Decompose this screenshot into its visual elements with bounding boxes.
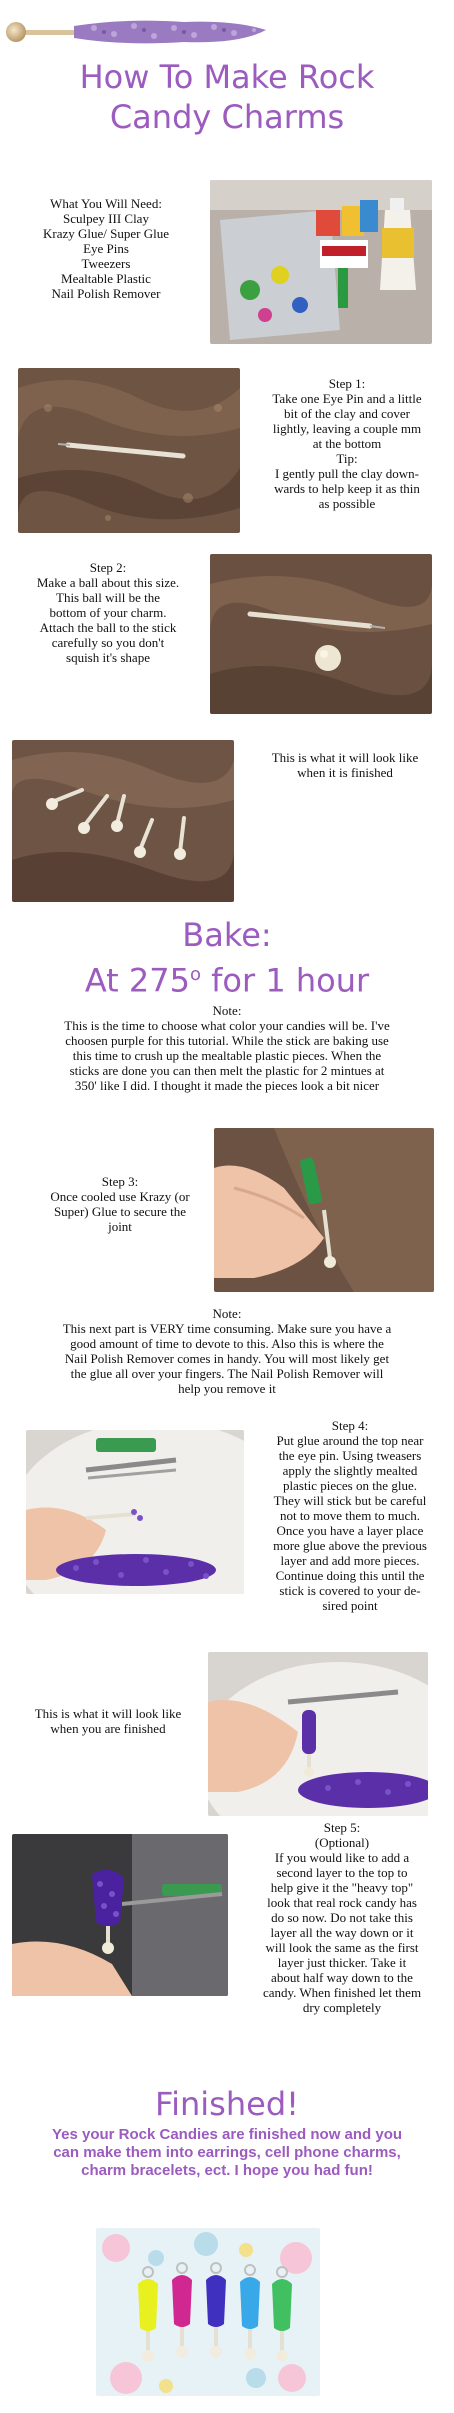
note2-line: This next part is VERY time consuming. Make sure you have a [62,1321,392,1336]
supply-item: Krazy Glue/ Super Glue [43,226,169,241]
supply-item: Sculpey III Clay [63,211,149,226]
step4-line: apply the slightly mealted [282,1463,418,1478]
degree-symbol: o [189,964,201,985]
step4-photo [26,1430,244,1594]
step2-line: This ball will be the [56,590,160,605]
step5-line: will look the same as the first [265,1940,419,1955]
step4-line: They will stick but be careful [273,1493,427,1508]
note1-title: Note: [212,1003,242,1018]
step5-line: If you would like to add a [274,1850,410,1865]
bake-instruction [0,955,454,1001]
note2-title: Note: [212,1306,242,1321]
step4-line: Once you have a layer place [276,1523,424,1538]
note1-line: choosen purple for this tutorial. While the stick are baking use [65,1033,389,1048]
step4-line: sired point [322,1598,378,1613]
note2-line: good amount of time to devote to this. Also this is where the [70,1336,384,1351]
step3-line: joint [108,1219,132,1234]
step2-line: carefully so you don't [51,635,165,650]
step2-line: squish it's shape [66,650,150,665]
supply-item: Tweezers [81,256,131,271]
supply-item: Mealtable Plastic [61,271,151,286]
step2-line: Make a ball about this size. [36,575,180,590]
step3-title: Step 3: [101,1174,139,1189]
step1-text [244,376,450,511]
step5-line: about half way down to the [271,1970,413,1985]
step1-tip-title: Tip: [336,451,358,466]
step5-subtitle: (Optional) [314,1835,370,1850]
bake-temp: At 275 [84,961,190,1000]
page-title-line2: Candy Charms [109,98,345,136]
note1 [6,1003,448,1093]
finished-line: can make them into earrings, cell phone charms, [53,2144,401,2161]
step4-line: Continue doing this until the [275,1568,425,1583]
step1-line: Take one Eye Pin and a little [272,391,422,406]
finished-look-line: This is what it will look like [271,750,419,765]
step1-tip-line: wards to help keep it as thin [274,481,420,496]
supplies-list [8,196,204,301]
step5-title: Step 5: [323,1820,361,1835]
step1-tip-line: as possible [318,496,376,511]
step4-text [248,1418,452,1613]
step5-photo [12,1834,228,1996]
step5-line: second layer to the top to [276,1865,408,1880]
step4-line: not to move them to much. [279,1508,421,1523]
bake-heading: Bake: [182,916,272,954]
when-finished-text [8,1706,208,1736]
when-finished-line: This is what it will look like [34,1706,182,1721]
step1-line: lightly, leaving a couple mm [272,421,422,436]
step2-photo [210,554,432,714]
step1-line: bit of the clay and cover [284,406,410,421]
step2-line: Attach the ball to the stick [39,620,177,635]
step3-text [40,1174,200,1234]
note2 [6,1306,448,1396]
note2-line: the glue all over your fingers. The Nail Polish Remover will [70,1366,384,1381]
step5-line: help give it the "heavy top" [270,1880,414,1895]
bake-time: for 1 hour [200,961,370,1000]
supply-item: Nail Polish Remover [51,286,161,301]
note1-line: sticks are done you can then melt the plastic for 2 mintues at [69,1063,385,1078]
supplies-photo [210,180,432,344]
step5-line: layer just thicker. Take it [277,1955,407,1970]
finished-text [0,2126,454,2180]
step3-photo [214,1128,434,1292]
step3-line: Super) Glue to secure the [53,1204,187,1219]
supplies-heading: What You Will Need: [50,196,162,211]
step1-photo [18,368,240,533]
finished-sticks-photo [12,740,234,902]
covered-stick-photo [208,1652,428,1816]
step4-line: layer and add more pieces. [280,1553,420,1568]
finished-heading: Finished! [155,2085,299,2123]
note2-line: Nail Polish Remover comes in handy. You will most likely get [64,1351,390,1366]
step5-line: layer all the way down or it [270,1925,414,1940]
step5-line: dry completely [302,2000,382,2015]
finished-look-text [240,750,450,780]
step5-text [232,1820,452,2015]
step1-title: Step 1: [328,376,366,391]
note1-line: This is the time to choose what color your candies will be. I've [64,1018,390,1033]
page-title-line1: How To Make Rock [79,58,375,96]
rock-candy-stick-graphic [4,16,274,50]
step4-line: plastic pieces on the glue. [283,1478,417,1493]
step4-line: Put glue around the top near [276,1433,424,1448]
step4-line: stick is covered to your de- [279,1583,421,1598]
step1-line: at the bottom [312,436,382,451]
step2-text [10,560,206,665]
step2-title: Step 2: [89,560,127,575]
note2-line: help you remove it [178,1381,276,1396]
step4-line: more glue above the previous [273,1538,427,1553]
note1-line: this time to crush up the mealtable plastic pieces. When the [72,1048,382,1063]
step1-tip-line: I gently pull the clay down- [274,466,420,481]
step5-line: look that real rock candy has [267,1895,417,1910]
when-finished-line: when you are finished [50,1721,166,1736]
step4-title: Step 4: [331,1418,369,1433]
supply-item: Eye Pins [83,241,129,256]
finished-line: Yes your Rock Candies are finished now and you [51,2126,403,2143]
step5-line: do so now. Do not take this [271,1910,413,1925]
step2-line: bottom of your charm. [49,605,167,620]
step4-line: the eye pin. Using tweasers [278,1448,422,1463]
step3-line: Once cooled use Krazy (or [50,1189,190,1204]
finished-look-line: when it is finished [297,765,393,780]
finished-line: charm bracelets, ect. I hope you had fun! [81,2162,373,2179]
step5-line: candy. When finished let them [262,1985,422,2000]
final-charms-photo [96,2228,320,2396]
note1-line: 350' like I did. I thought it made the pieces look a bit nicer [74,1078,380,1093]
